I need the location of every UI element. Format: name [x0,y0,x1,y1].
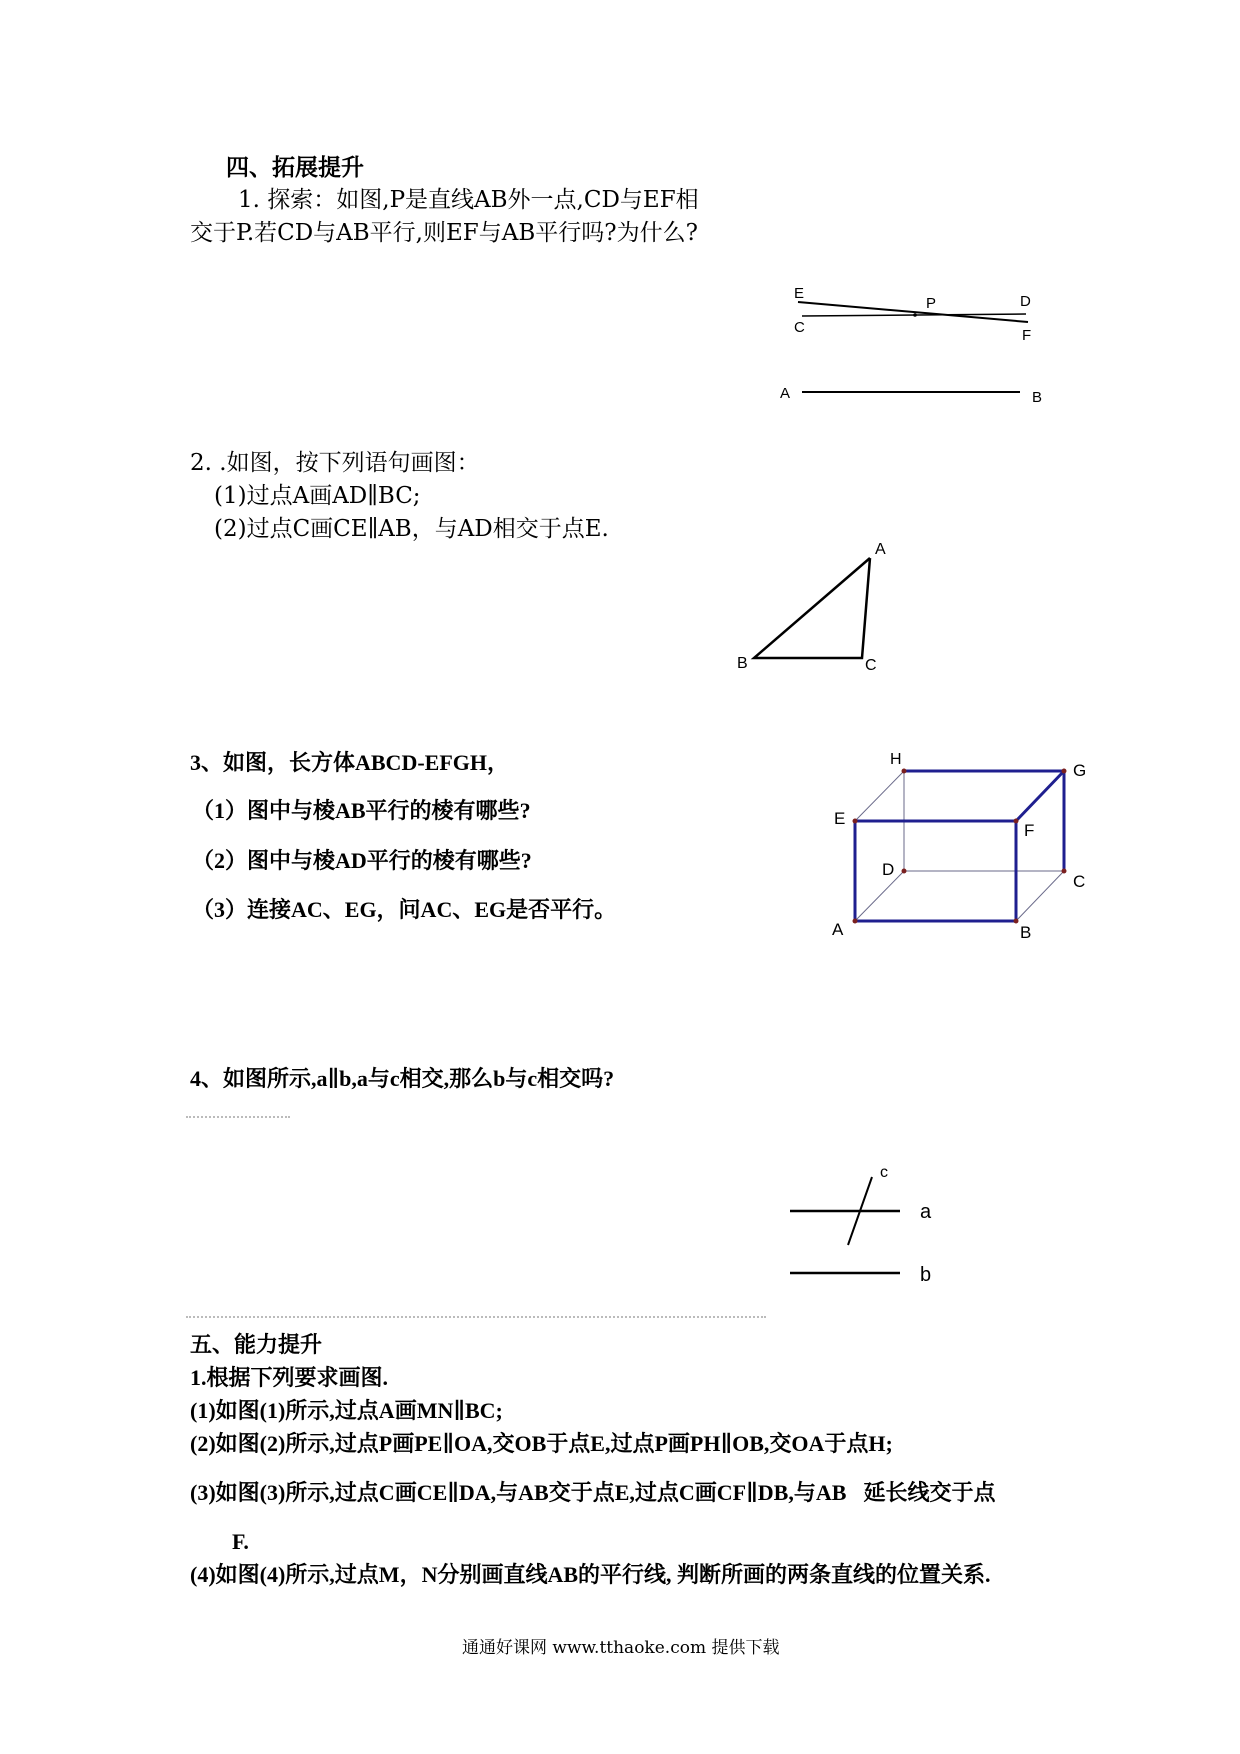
vertex-e [853,819,858,824]
label-a: A [832,920,844,939]
q1-line2: 交于P.若CD与AB平行,则EF与AB平行吗?为什么? [190,220,698,246]
vertex-h [902,769,907,774]
label-b: B [1020,923,1032,942]
label-b: B [737,655,748,672]
label-e: E [794,285,805,302]
label-f: F [1024,821,1035,840]
label-d: D [1020,293,1031,310]
q1-figure [780,280,1060,410]
q3-line1: 3、如图，长方体ABCD-EFGH， [190,750,510,775]
section5-item4: (4)如图(4)所示,过点M，N分别画直线AB的平行线, 判断所画的两条直线的位置关系. [190,1562,991,1587]
label-a: a [920,1201,932,1223]
q4-line1: 4、如图所示,a∥b,a与c相交,那么b与c相交吗? [190,1066,615,1091]
q3-line3: （2）图中与棱AD平行的棱有哪些? [192,848,532,873]
label-e: E [834,809,846,828]
vertex-a [853,919,858,924]
vertex-c [1062,869,1067,874]
q3-line4: （3）连接AC、EG，问AC、EG是否平行。 [192,897,617,922]
point-p [913,313,917,317]
label-a: A [780,385,791,402]
q2-triangle-figure [735,530,895,675]
section5-heading: 五、能力提升 [190,1332,323,1357]
label-h: H [890,751,902,768]
q3-cuboid-figure [820,745,1100,945]
label-b: b [920,1264,932,1286]
label-g: G [1073,761,1087,780]
label-a: A [875,541,886,558]
q4-parallel-lines-figure [785,1155,965,1295]
edge-gf [1016,771,1064,821]
q3-line2: （1）图中与棱AB平行的棱有哪些? [192,798,531,823]
label-c: c [880,1164,888,1181]
vertex-f [1014,819,1019,824]
label-d: D [882,860,895,879]
dotted-divider [186,1316,766,1318]
vertex-g [1062,769,1067,774]
section5-item3: (3)如图(3)所示,过点C画CE∥DA,与AB交于点E,过点C画CF∥DB,与AB 延长线交于点 [190,1480,996,1505]
edge-da [855,871,904,921]
edge-he [855,771,904,821]
section5-item3-cont: F. [232,1529,249,1554]
line-ef [798,302,1028,322]
label-c: C [1073,872,1086,891]
label-c: C [794,319,805,336]
dotted-rule [186,1116,290,1118]
page-footer: 通通好课网 www.tthaoke.com 提供下载 [462,1638,780,1658]
vertex-b [1014,919,1019,924]
q1-line1: 1. 探索：如图,P是直线AB外一点,CD与EF相 [238,187,699,213]
q2-line3: (2)过点C画CE∥AB，与AD相交于点E. [214,516,609,542]
section5-q1-title: 1.根据下列要求画图. [190,1365,389,1390]
triangle-abc [754,558,870,658]
q2-line2: (1)过点A画AD∥BC; [214,483,421,509]
section5-item1: (1)如图(1)所示,过点A画MN∥BC; [190,1398,503,1423]
vertex-d [902,869,907,874]
edge-cb [1016,871,1064,921]
section5-item2: (2)如图(2)所示,过点P画PE∥OA,交OB于点E,过点P画PH∥OB,交OA于点H; [190,1431,893,1456]
label-b: B [1032,389,1043,406]
label-c: C [865,657,877,674]
label-p: P [926,295,937,312]
q2-line1: 2. .如图，按下列语句画图： [190,450,480,476]
label-f: F [1022,327,1032,344]
section4-heading: 四、拓展提升 [226,154,364,181]
